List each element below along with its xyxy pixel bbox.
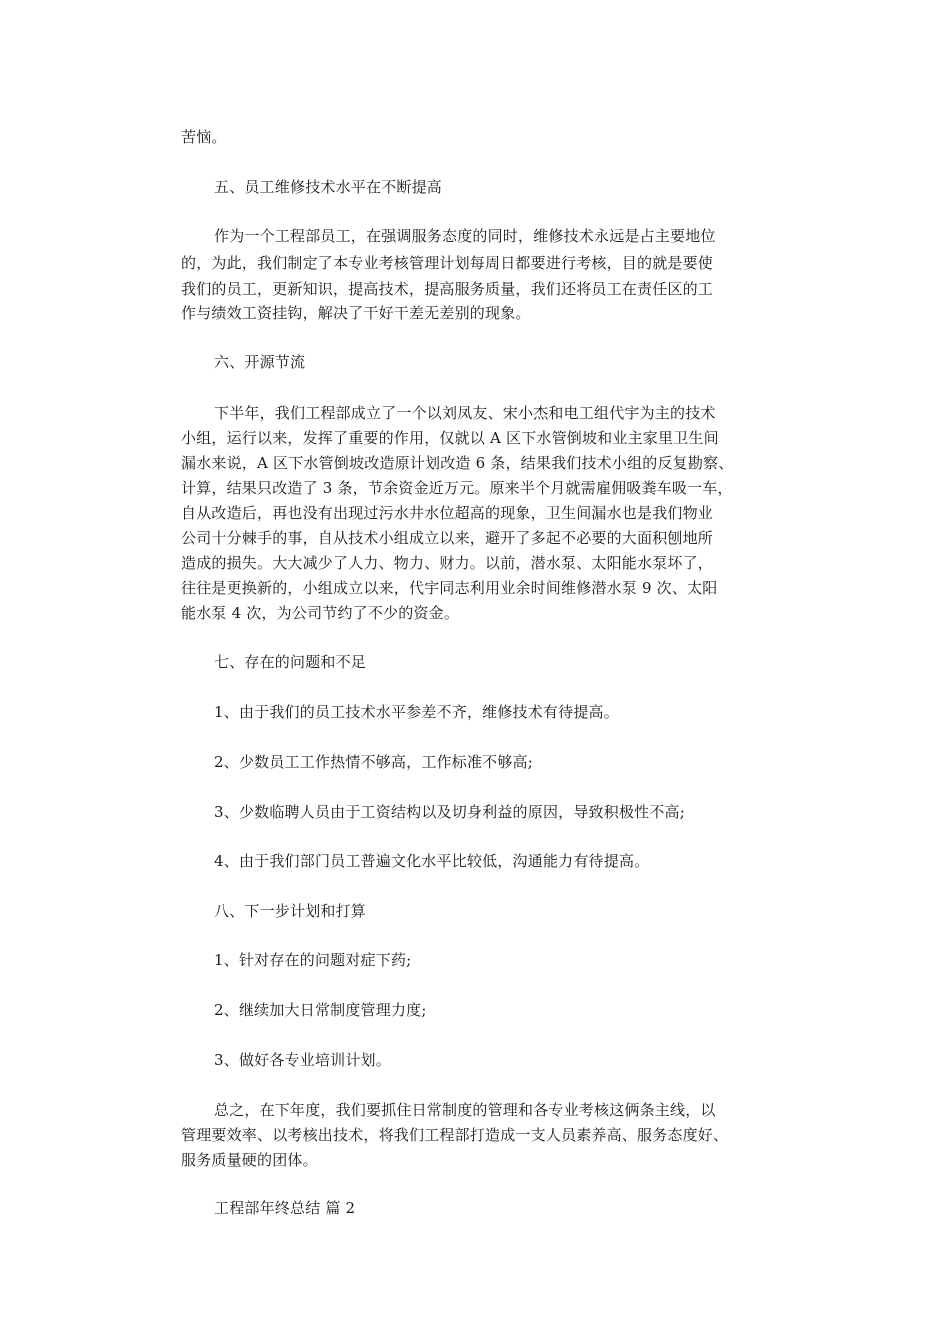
next-article-title: 工程部年终总结 篇 2 [214,1199,356,1217]
paragraph-line: 的，为此，我们制定了本专业考核管理计划每周日都要进行考核，目的就是要使 [181,254,714,272]
paragraph-line: 造成的损失。大大减少了人力、物力、财力。以前，潜水泵、太阳能水泵坏了， [181,554,714,572]
paragraph-line: 服务质量硬的团体。 [181,1151,318,1169]
text-line: 苦恼。 [181,128,227,146]
paragraph-line: 能水泵 4 次，为公司节约了不少的资金。 [181,604,460,622]
paragraph-line: 漏水来说，A 区下水管倒坡改造原计划改造 6 条，结果我们技术小组的反复勘察、 [181,454,734,472]
paragraph-line: 往往是更换新的，小组成立以来，代宇同志利用业余时间维修潜水泵 9 次、太阳 [181,579,718,597]
paragraph-line: 下半年，我们工程部成立了一个以刘凤友、宋小杰和电工组代宇为主的技术 [214,404,716,422]
list-item: 1、由于我们的员工技术水平参差不齐，维修技术有待提高。 [214,703,619,721]
list-item: 3、做好各专业培训计划。 [214,1051,391,1069]
section-heading: 七、存在的问题和不足 [214,653,367,671]
paragraph-line: 总之，在下年度，我们要抓住日常制度的管理和各专业考核这俩条主线，以 [214,1101,716,1119]
paragraph-line: 作为一个工程部员工，在强调服务态度的同时，维修技术永远是占主要地位 [214,227,716,245]
list-item: 2、继续加大日常制度管理力度; [214,1001,427,1019]
list-item: 4、由于我们部门员工普遍文化水平比较低，沟通能力有待提高。 [214,852,650,870]
paragraph-line: 作与绩效工资挂钩，解决了干好干差无差别的现象。 [181,304,531,322]
list-item: 2、少数员工工作热情不够高，工作标准不够高; [214,753,533,771]
list-item: 3、少数临聘人员由于工资结构以及切身利益的原因，导致积极性不高; [214,803,686,821]
paragraph-line: 我们的员工，更新知识，提高技术，提高服务质量，我们还将员工在责任区的工 [181,280,714,298]
paragraph-line: 管理要效率、以考核出技术，将我们工程部打造成一支人员素养高、服务态度好、 [181,1126,729,1144]
paragraph-line: 自从改造后，再也没有出现过污水井水位超高的现象，卫生间漏水也是我们物业 [181,504,714,522]
paragraph-line: 小组，运行以来，发挥了重要的作用，仅就以 A 区下水管倒坡和业主家里卫生间 [181,429,719,447]
section-heading: 八、下一步计划和打算 [214,902,367,920]
section-heading: 五、员工维修技术水平在不断提高 [214,178,443,196]
list-item: 1、针对存在的问题对症下药; [214,951,412,969]
paragraph-line: 公司十分棘手的事，自从技术小组成立以来，避开了多起不必要的大面积刨地所 [181,529,714,547]
paragraph-line: 计算，结果只改造了 3 条，节余资金近万元。原来半个月就需雇佣吸粪车吸一车， [181,479,733,497]
section-heading: 六、开源节流 [214,353,306,371]
